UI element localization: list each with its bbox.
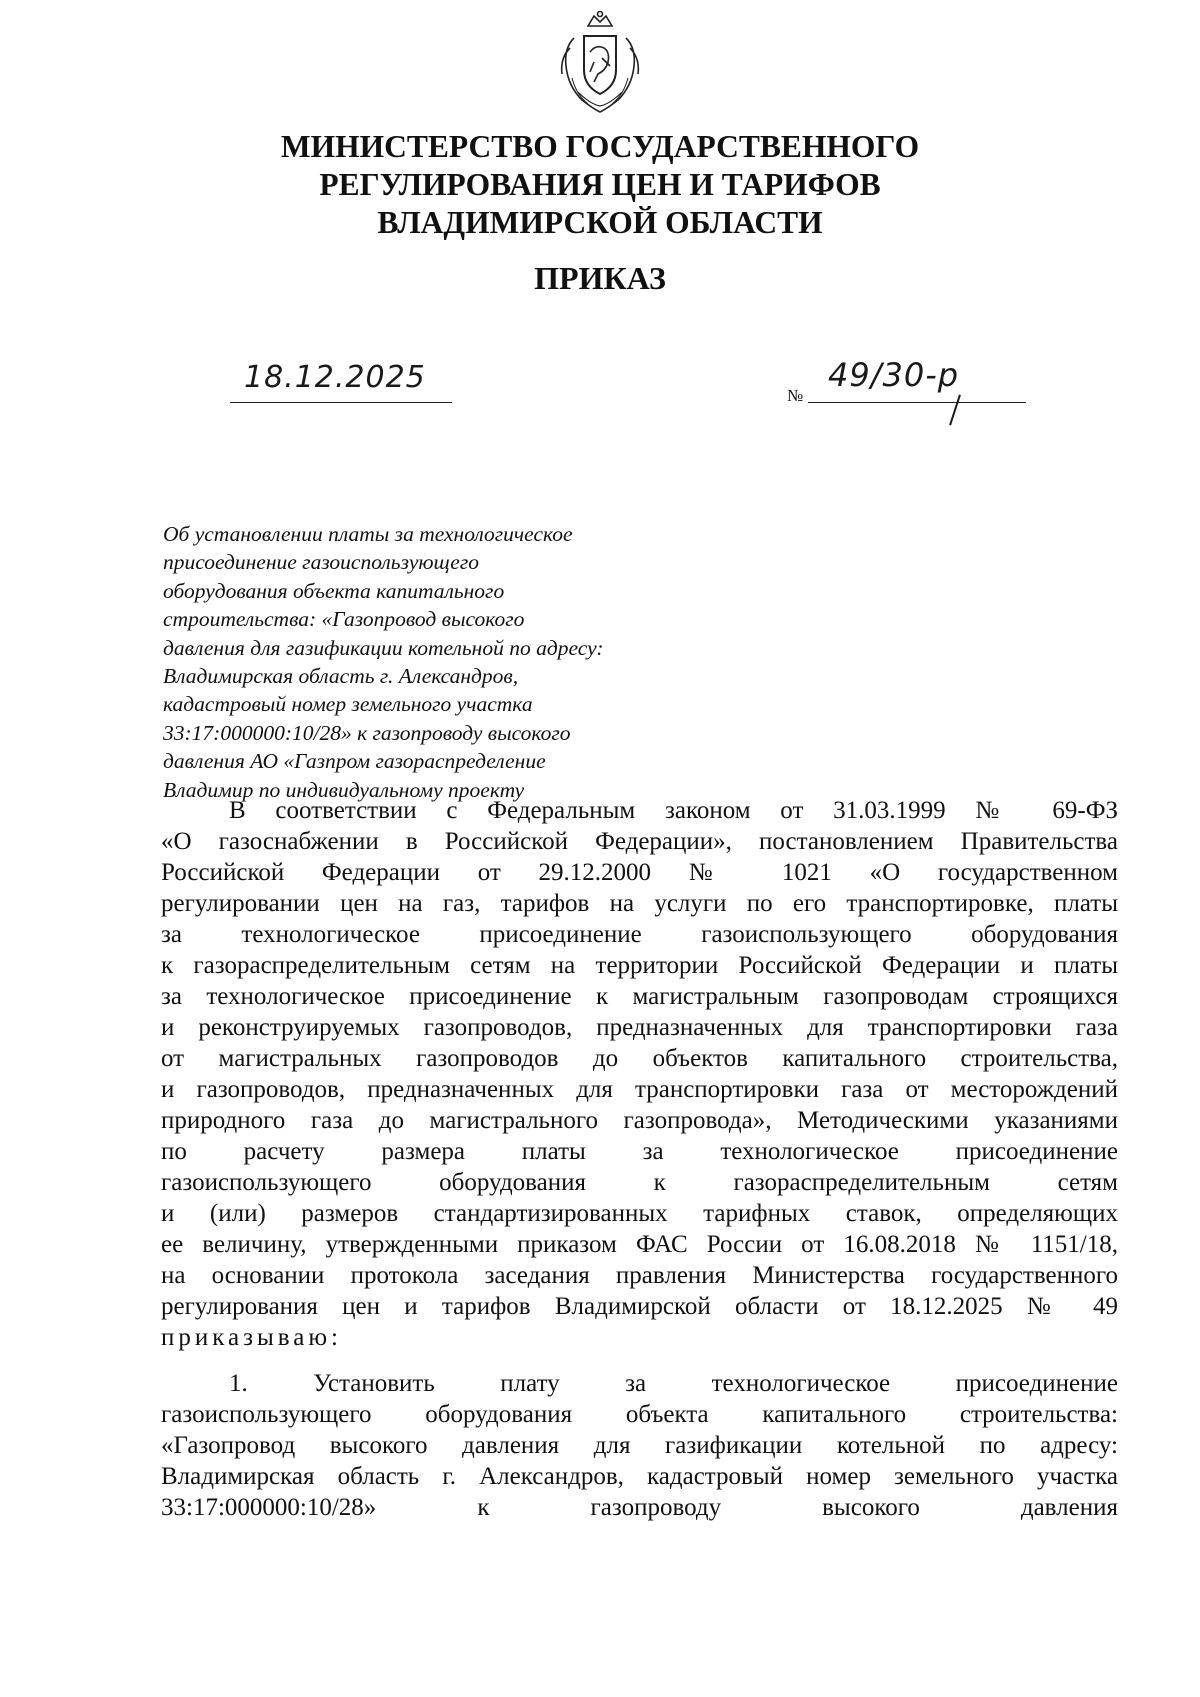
preamble-line: и реконструируемых газопроводов, предназначенных для транспортировки газа [161,1014,1118,1041]
order-subject [163,520,723,804]
preamble-line: на основании протокола заседания правления Министерства государственного [161,1262,1118,1289]
subject-line: присоединение газоиспользующего [163,550,479,575]
ministry-line: РЕГУЛИРОВАНИЯ ЦЕН И ТАРИФОВ [319,167,881,202]
item-1-line: 33:17:000000:10/28» к газопроводу высокого давления [161,1494,1118,1521]
preamble-line: за технологическое присоединение к магистральным газопроводам строящихся [161,983,1118,1010]
subject-line: давления АО «Газпром газораспределение [163,749,546,774]
paragraph-gap [161,1353,1118,1368]
number-field [808,352,1026,403]
subject-line: давления для газификации котельной по адресу: [163,635,604,660]
preamble-line: регулирования цен и тарифов Владимирской области от 18.12.2025 № 49 [161,1293,1118,1320]
subject-line: 33:17:000000:10/28» к газопроводу высокого [163,720,571,745]
preamble-line: природного газа до магистрального газопровода», Методическими указаниями [161,1107,1118,1134]
preamble-line: от магистральных газопроводов до объектов капитального строительства, [161,1045,1118,1072]
preamble-line: ее величину, утвержденными приказом ФАС России от 16.08.2018 № 1151/18, [161,1231,1118,1258]
subject-line: Об установлении платы за технологическое [163,522,573,546]
preamble-line: газоиспользующего оборудования к газораспределительным сетям [161,1169,1118,1196]
handwriting-stroke [949,394,961,425]
preamble-line: Российской Федерации от 29.12.2000 № 1021 «О государственном [161,859,1118,886]
preamble-line: к газораспределительным сетям на территории Российской Федерации и платы [161,952,1118,979]
preamble-line: В соответствии с Федеральным законом от 31.03.1999 № 69-ФЗ [229,797,1118,824]
handwritten-number: 49/30-р [828,356,960,394]
item-1-line: 1. Установить плату за технологическое присоединение [229,1370,1118,1397]
ministry-name [0,128,1200,242]
ministry-line: МИНИСТЕРСТВО ГОСУДАРСТВЕННОГО [280,129,920,164]
subject-line: строительства: «Газопровод высокого [163,607,525,632]
preamble-line: за технологическое присоединение газоиспользующего оборудования [161,921,1118,948]
preamble-line: и газопроводов, предназначенных для транспортировки газа от месторождений [161,1076,1118,1103]
preamble-line: регулировании цен на газ, тарифов на услуги по его транспортировке, платы [161,890,1118,917]
subject-line: Владимирская область г. Александров, [163,664,519,689]
coat-of-arms-icon [550,8,650,120]
date-field [230,352,452,403]
item-1-line: Владимирская область г. Александров, кадастровый номер земельного участка [161,1463,1118,1490]
subject-line: Владимир по индивидуальному проекту [163,777,525,802]
subject-line: кадастровый номер земельного участка [163,692,533,717]
preamble-line: и (или) размеров стандартизированных тарифных ставок, определяющих [161,1200,1118,1227]
order-body [161,795,1118,1523]
order-word: приказываю: [161,1324,342,1351]
number-sign: № [787,386,804,405]
item-1-line: газоиспользующего оборудования объекта капитального строительства: [161,1401,1118,1428]
preamble-line: по расчету размера платы за технологическое присоединение [161,1138,1118,1165]
item-1-line: «Газопровод высокого давления для газификации котельной по адресу: [161,1432,1118,1459]
document-type: ПРИКАЗ [534,260,666,296]
subject-line: оборудования объекта капитального [163,578,505,603]
handwritten-date: 18.12.2025 [244,360,426,395]
ministry-line: ВЛАДИМИРСКОЙ ОБЛАСТИ [377,205,823,240]
preamble-line: «О газоснабжении в Российской Федерации», постановлением Правительства [161,828,1118,855]
